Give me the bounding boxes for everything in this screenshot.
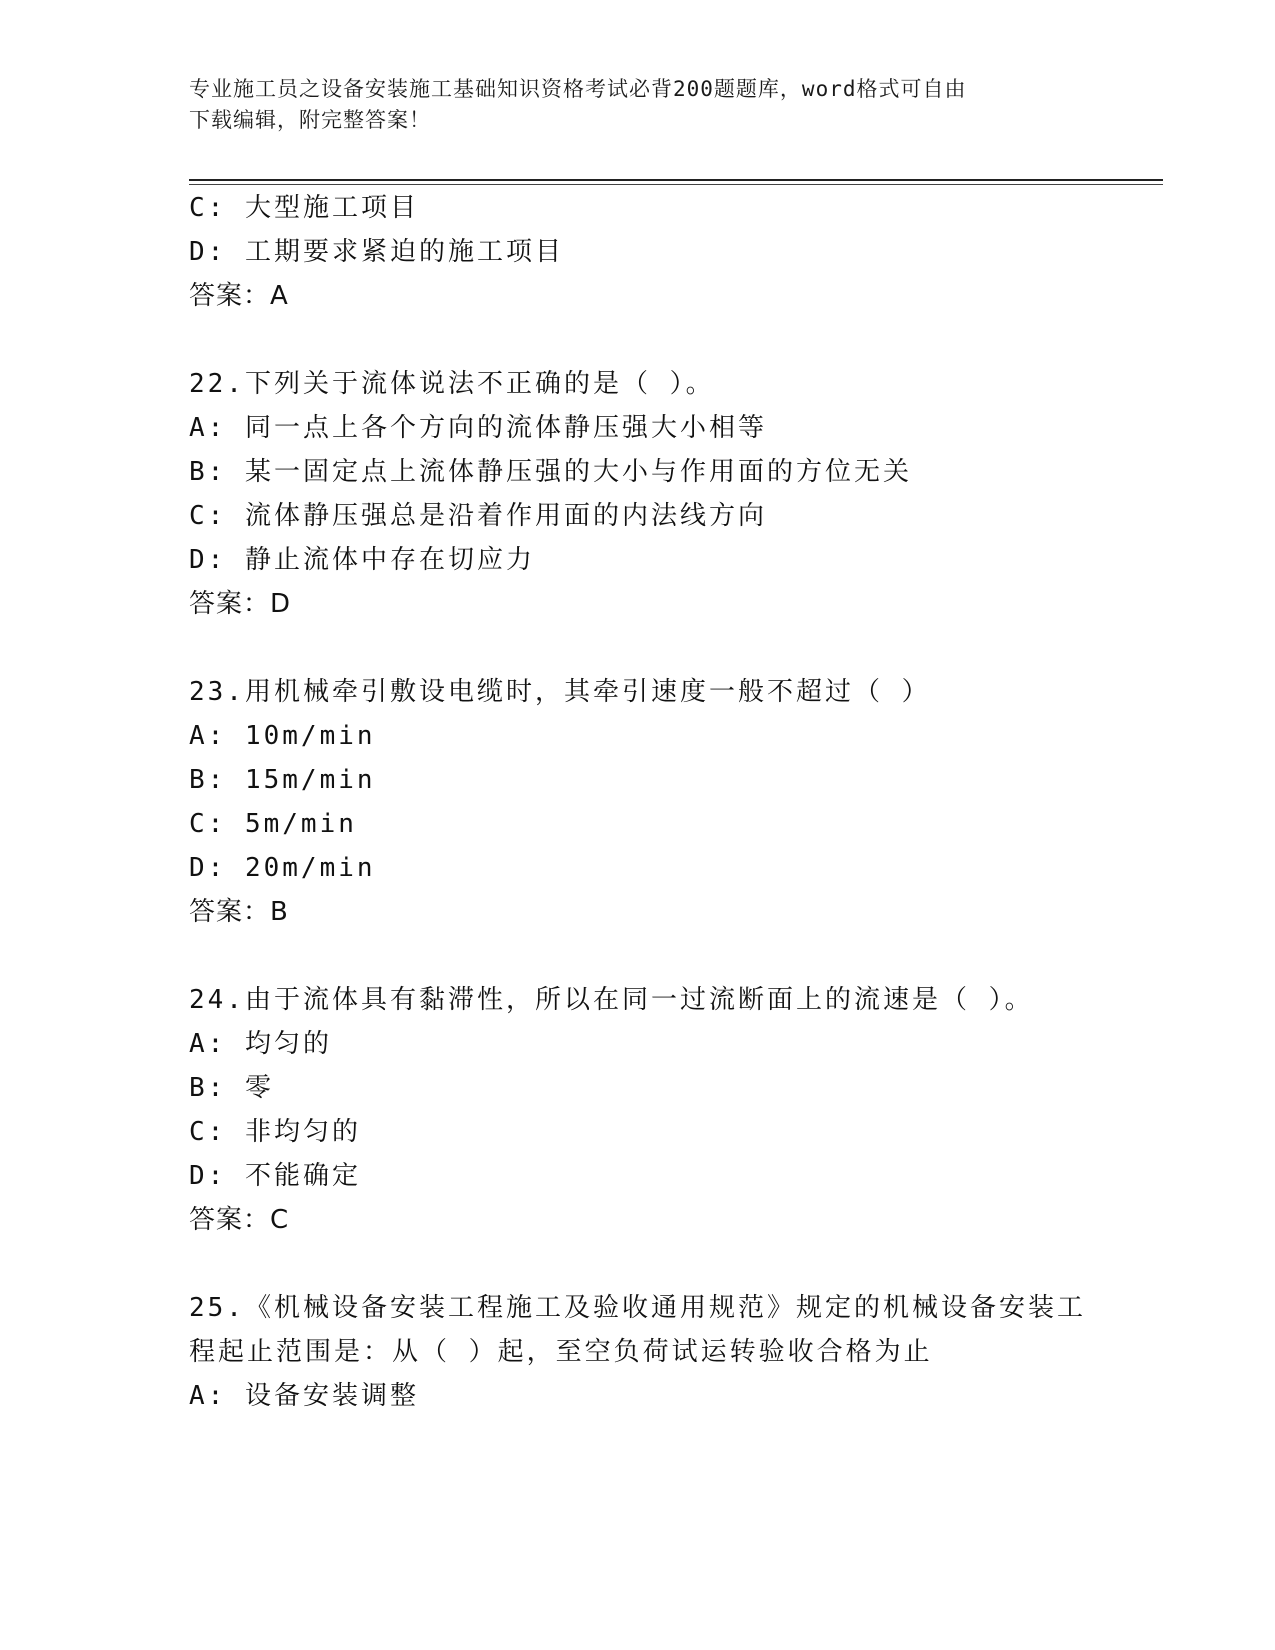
q24-option-d: D: 不能确定 — [189, 1161, 361, 1191]
q24-option-b: B: 零 — [189, 1073, 274, 1103]
q23-answer: 答案：B — [189, 897, 289, 927]
q24-option-a: A: 均匀的 — [189, 1029, 332, 1059]
q21-option-d: D: 工期要求紧迫的施工项目 — [189, 237, 564, 267]
q22-answer: 答案：D — [189, 589, 292, 619]
q23-option-c: C: 5m/min — [189, 809, 357, 839]
q21-option-c: C: 大型施工项目 — [189, 193, 419, 223]
q22-option-a: A: 同一点上各个方向的流体静压强大小相等 — [189, 413, 767, 443]
q22-option-d: D: 静止流体中存在切应力 — [189, 545, 535, 575]
q23-option-a: A: 10m/min — [189, 721, 376, 751]
header-title-line-2: 下载编辑，附完整答案！ — [189, 108, 431, 132]
q25-stem-line-2: 程起止范围是：从（ ）起，至空负荷试运转验收合格为止 — [189, 1337, 933, 1367]
q22-stem: 22.下列关于流体说法不正确的是（ ）。 — [189, 369, 715, 399]
q23-option-b: B: 15m/min — [189, 765, 376, 795]
q24-stem: 24.由于流体具有黏滞性，所以在同一过流断面上的流速是（ ）。 — [189, 985, 1034, 1015]
q22-option-b: B: 某一固定点上流体静压强的大小与作用面的方位无关 — [189, 457, 912, 487]
q23-option-d: D: 20m/min — [189, 853, 376, 883]
q25-stem-line-1: 25.《机械设备安装工程施工及验收通用规范》规定的机械设备安装工 — [189, 1293, 1086, 1323]
document-header — [189, 74, 1089, 136]
q24-answer: 答案：C — [189, 1205, 290, 1235]
header-title-line-1: 专业施工员之设备安装施工基础知识资格考试必背200题题库，word格式可自由 — [189, 77, 967, 101]
q25-option-a: A: 设备安装调整 — [189, 1381, 419, 1411]
q23-stem: 23.用机械牵引敷设电缆时，其牵引速度一般不超过（ ） — [189, 677, 931, 707]
header-divider-thick — [189, 179, 1163, 181]
q21-answer: 答案：A — [189, 281, 289, 311]
q22-option-c: C: 流体静压强总是沿着作用面的内法线方向 — [189, 501, 767, 531]
q24-option-c: C: 非均匀的 — [189, 1117, 361, 1147]
